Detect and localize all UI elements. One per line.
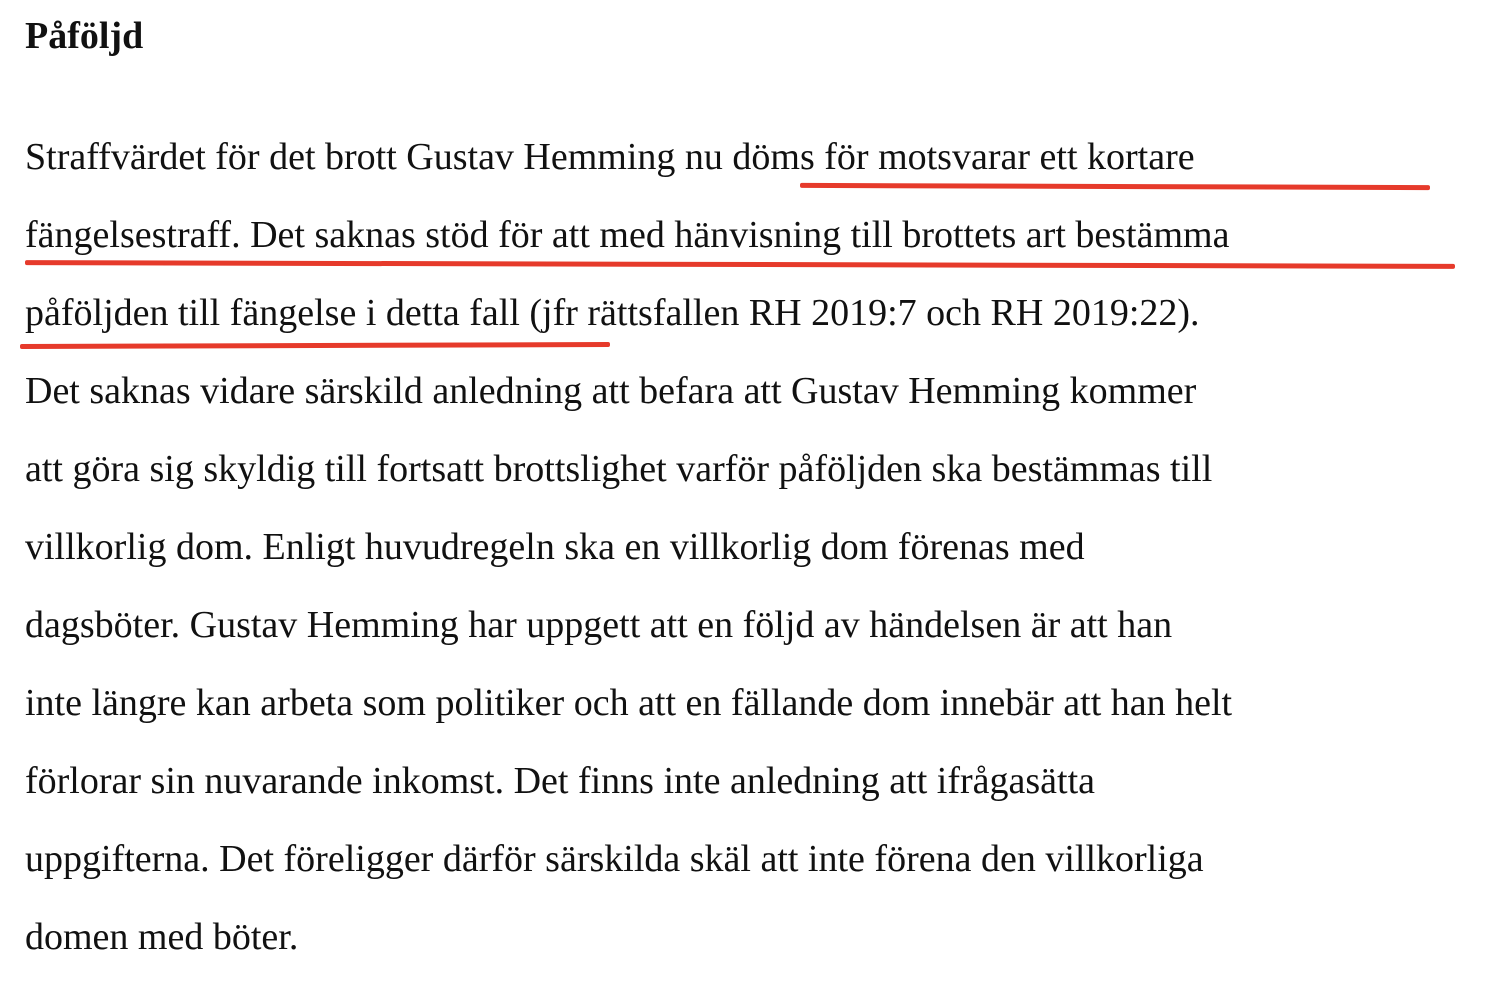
paragraph-line-9: förlorar sin nuvarande inkomst. Det finns inte anledning att ifrågasätta: [25, 760, 1096, 802]
red-underline-2: [25, 260, 1455, 269]
paragraph-line-7: dagsböter. Gustav Hemming har uppgett att en följd av händelsen är att han: [25, 604, 1173, 646]
paragraph-line-5: att göra sig skyldig till fortsatt brottslighet varför påföljden ska bestämmas till: [25, 448, 1213, 490]
paragraph-line-10: uppgifterna. Det föreligger därför särskilda skäl att inte förena den villkorliga: [25, 838, 1204, 880]
red-underline-3: [20, 342, 610, 349]
paragraph-line-6: villkorlig dom. Enligt huvudregeln ska en villkorlig dom förenas med: [25, 526, 1085, 568]
paragraph-line-4: Det saknas vidare särskild anledning att befara att Gustav Hemming kommer: [25, 370, 1197, 412]
paragraph-line-2: fängelsestraff. Det saknas stöd för att med hänvisning till brottets art bestämma: [25, 214, 1230, 256]
paragraph-line-3: påföljden till fängelse i detta fall (jfr rättsfallen RH 2019:7 och RH 2019:22).: [25, 292, 1200, 334]
section-heading: Påföljd: [25, 15, 144, 57]
paragraph-line-8: inte längre kan arbeta som politiker och att en fällande dom innebär att han helt: [25, 682, 1233, 724]
paragraph-line-1: Straffvärdet för det brott Gustav Hemming nu döms för motsvarar ett kortare: [25, 136, 1195, 178]
red-underline-1: [800, 183, 1430, 190]
paragraph-line-11: domen med böter.: [25, 916, 299, 958]
